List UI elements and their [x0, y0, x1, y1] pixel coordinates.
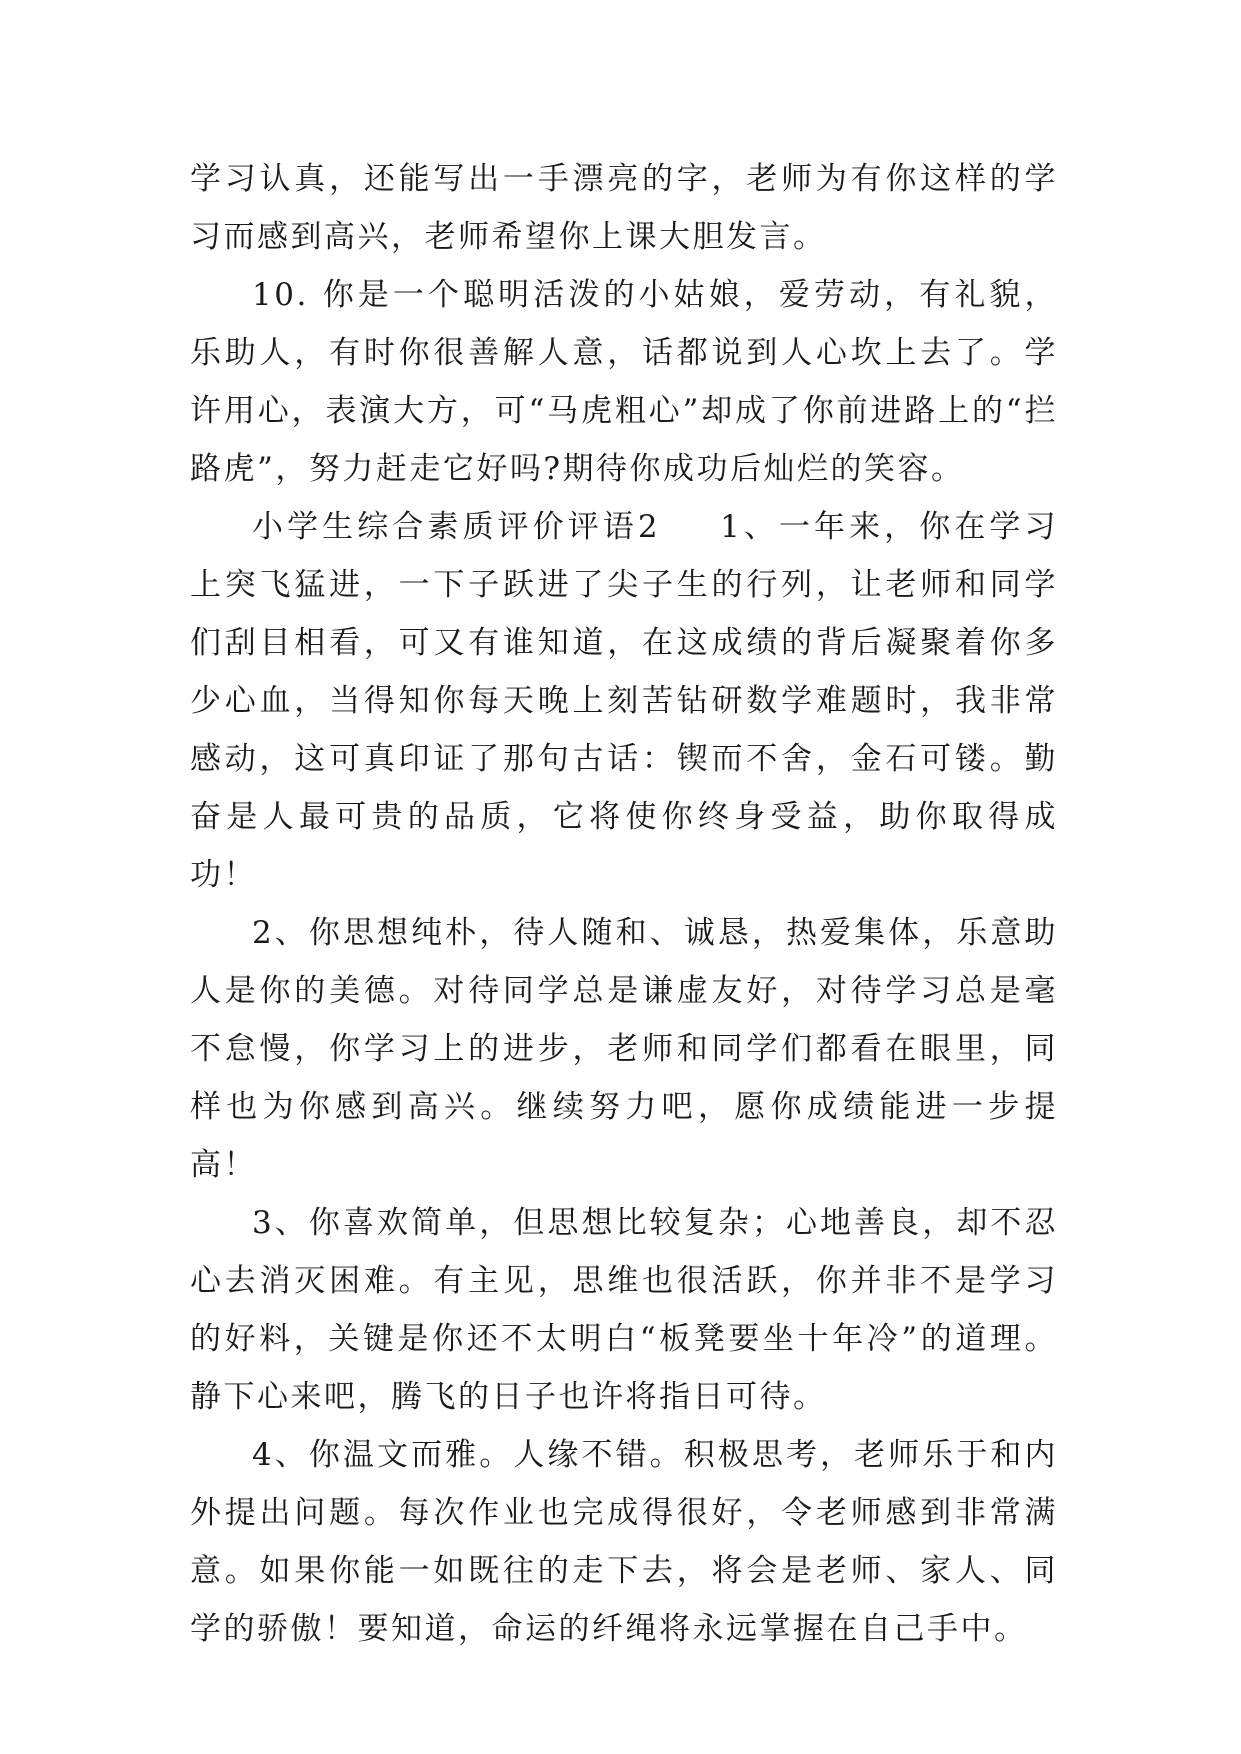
comment-1-text: 1、一年来，你在学习上突飞猛进，一下子跃进了尖子生的行列，让老师和同学们刮目相看，可又有谁知道，在这成绩的背后凝聚着你多少心血，当得知你每天晚上刻苦钻研数学难题时，我非常感动，这可真印证了那句古话：锲而不舍，金石可镂。勤奋是人最可贵的品质，它将使你终身受益，助你取得成功！	[190, 509, 1058, 893]
paragraph-comment-3: 3、你喜欢简单，但思想比较复杂；心地善良，却不忍心去消灭困难。有主见，思维也很活跃，你并非不是学习的好料，关键是你还不太明白“板凳要坐十年冷”的道理。静下心来吧，腾飞的日子也许将指日可待。	[190, 1205, 1058, 1415]
paragraph-comment-2: 2、你思想纯朴，待人随和、诚恳，热爱集体，乐意助人是你的美德。对待同学总是谦虚友好，对待学习总是毫不怠慢，你学习上的进步，老师和同学们都看在眼里，同样也为你感到高兴。继续努力吧，愿你成绩能进一步提高！	[190, 915, 1058, 1183]
paragraph-section-2-comment-1	[190, 498, 1058, 904]
paragraph-continuation: 学习认真，还能写出一手漂亮的字，老师为有你这样的学习而感到高兴，老师希望你上课大胆发言。	[190, 161, 1058, 255]
paragraph-comment-4: 4、你温文而雅。人缘不错。积极思考，老师乐于和内外提出问题。每次作业也完成得很好，令老师感到非常满意。如果你能一如既往的走下去，将会是老师、家人、同学的骄傲！要知道，命运的纤绳将永远掌握在自己手中。	[190, 1437, 1058, 1647]
paragraph-comment-10: 10. 你是一个聪明活泼的小姑娘，爱劳动，有礼貌，乐助人，有时你很善解人意，话都说到人心坎上去了。学许用心，表演大方，可“马虎粗心”却成了你前进路上的“拦路虎”，努力赶走它好吗?期待你成功后灿烂的笑容。	[190, 277, 1058, 487]
section-heading: 小学生综合素质评价评语2	[252, 509, 661, 545]
document-body	[190, 150, 1058, 1658]
